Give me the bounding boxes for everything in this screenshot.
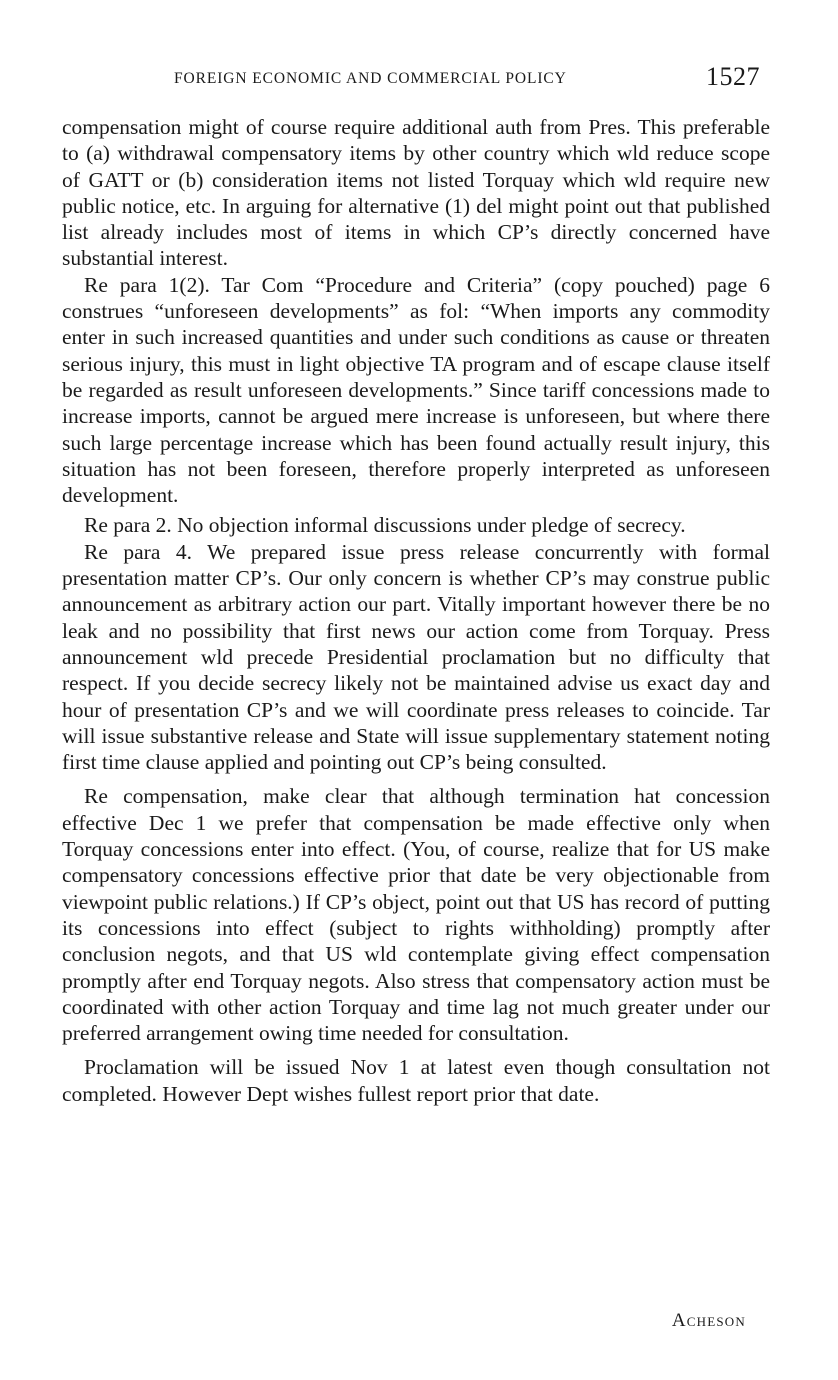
page-number: 1527 xyxy=(706,62,760,91)
signature: Acheson xyxy=(671,1310,746,1331)
paragraph-para-2: Re para 2. No objection informal discussions under pledge of secrecy. xyxy=(84,513,686,538)
paragraph-compensation: Re compensation, make clear that although termination hat concession effective Dec 1 we prefer that compensation be made effective only when Torquay concessions enter into effect. (You, of course, realize that for US make compensatory concessions effective prior that date be very objectionable from viewpoint public relations.) If CP’s object, point out that US has record of putting its concessions into effect (subject to rights withholding) promptly after conclusion negots, and that US wld contemplate giving effect compensation promptly after end Torquay negots. Also stress that compensatory action must be coordinated with other action Torquay and time lag not much greater under our preferred arrangement owing time needed for consultation. xyxy=(62,784,770,1046)
paragraph-proclamation: Proclamation will be issued Nov 1 at latest even though consultation not completed. However Dept wishes fullest report prior that date. xyxy=(62,1055,770,1106)
running-head xyxy=(62,58,770,98)
body-text xyxy=(62,114,770,1107)
running-title: FOREIGN ECONOMIC AND COMMERCIAL POLICY xyxy=(174,70,567,87)
paragraph-continuation: compensation might of course require additional auth from Pres. This preferable to (a) withdrawal compensatory items by other country which wld reduce scope of GATT or (b) consideration items not listed Torquay which wld require new public notice, etc. In arguing for alternative (1) del might point out that published list already includes most of items in which CP’s directly concerned have substantial interest. xyxy=(62,115,770,271)
document-page xyxy=(62,58,770,1331)
paragraph-para-1-2: Re para 1(2). Tar Com “Procedure and Criteria” (copy pouched) page 6 construes “unforeseen developments” as fol: “When imports any commodity enter in such increased quantities and under such conditions as cause or threaten serious injury, this must in light objective TA program and of escape clause itself be regarded as result unforeseen developments.” Since tariff concessions made to increase imports, cannot be argued mere increase is unforeseen, but where there such large percentage increase which has been found actually result injury, this situation has not been foreseen, therefore properly interpreted as unforeseen development. xyxy=(62,272,770,508)
paragraph-para-4: Re para 4. We prepared issue press release concurrently with formal presentation matter CP’s. Our only concern is whether CP’s may construe public announcement as arbitrary action our part. Vitally important however there be no leak and no possibility that first news our action come from Torquay. Press announcement wld precede Presidential proclamation but no difficulty that respect. If you decide secrecy likely not be maintained advise us exact day and hour of presentation CP’s and we will coordinate press releases to coincide. Tar will issue substantive release and State will issue supplementary statement noting first time clause applied and pointing out CP’s being consulted. xyxy=(62,539,770,775)
